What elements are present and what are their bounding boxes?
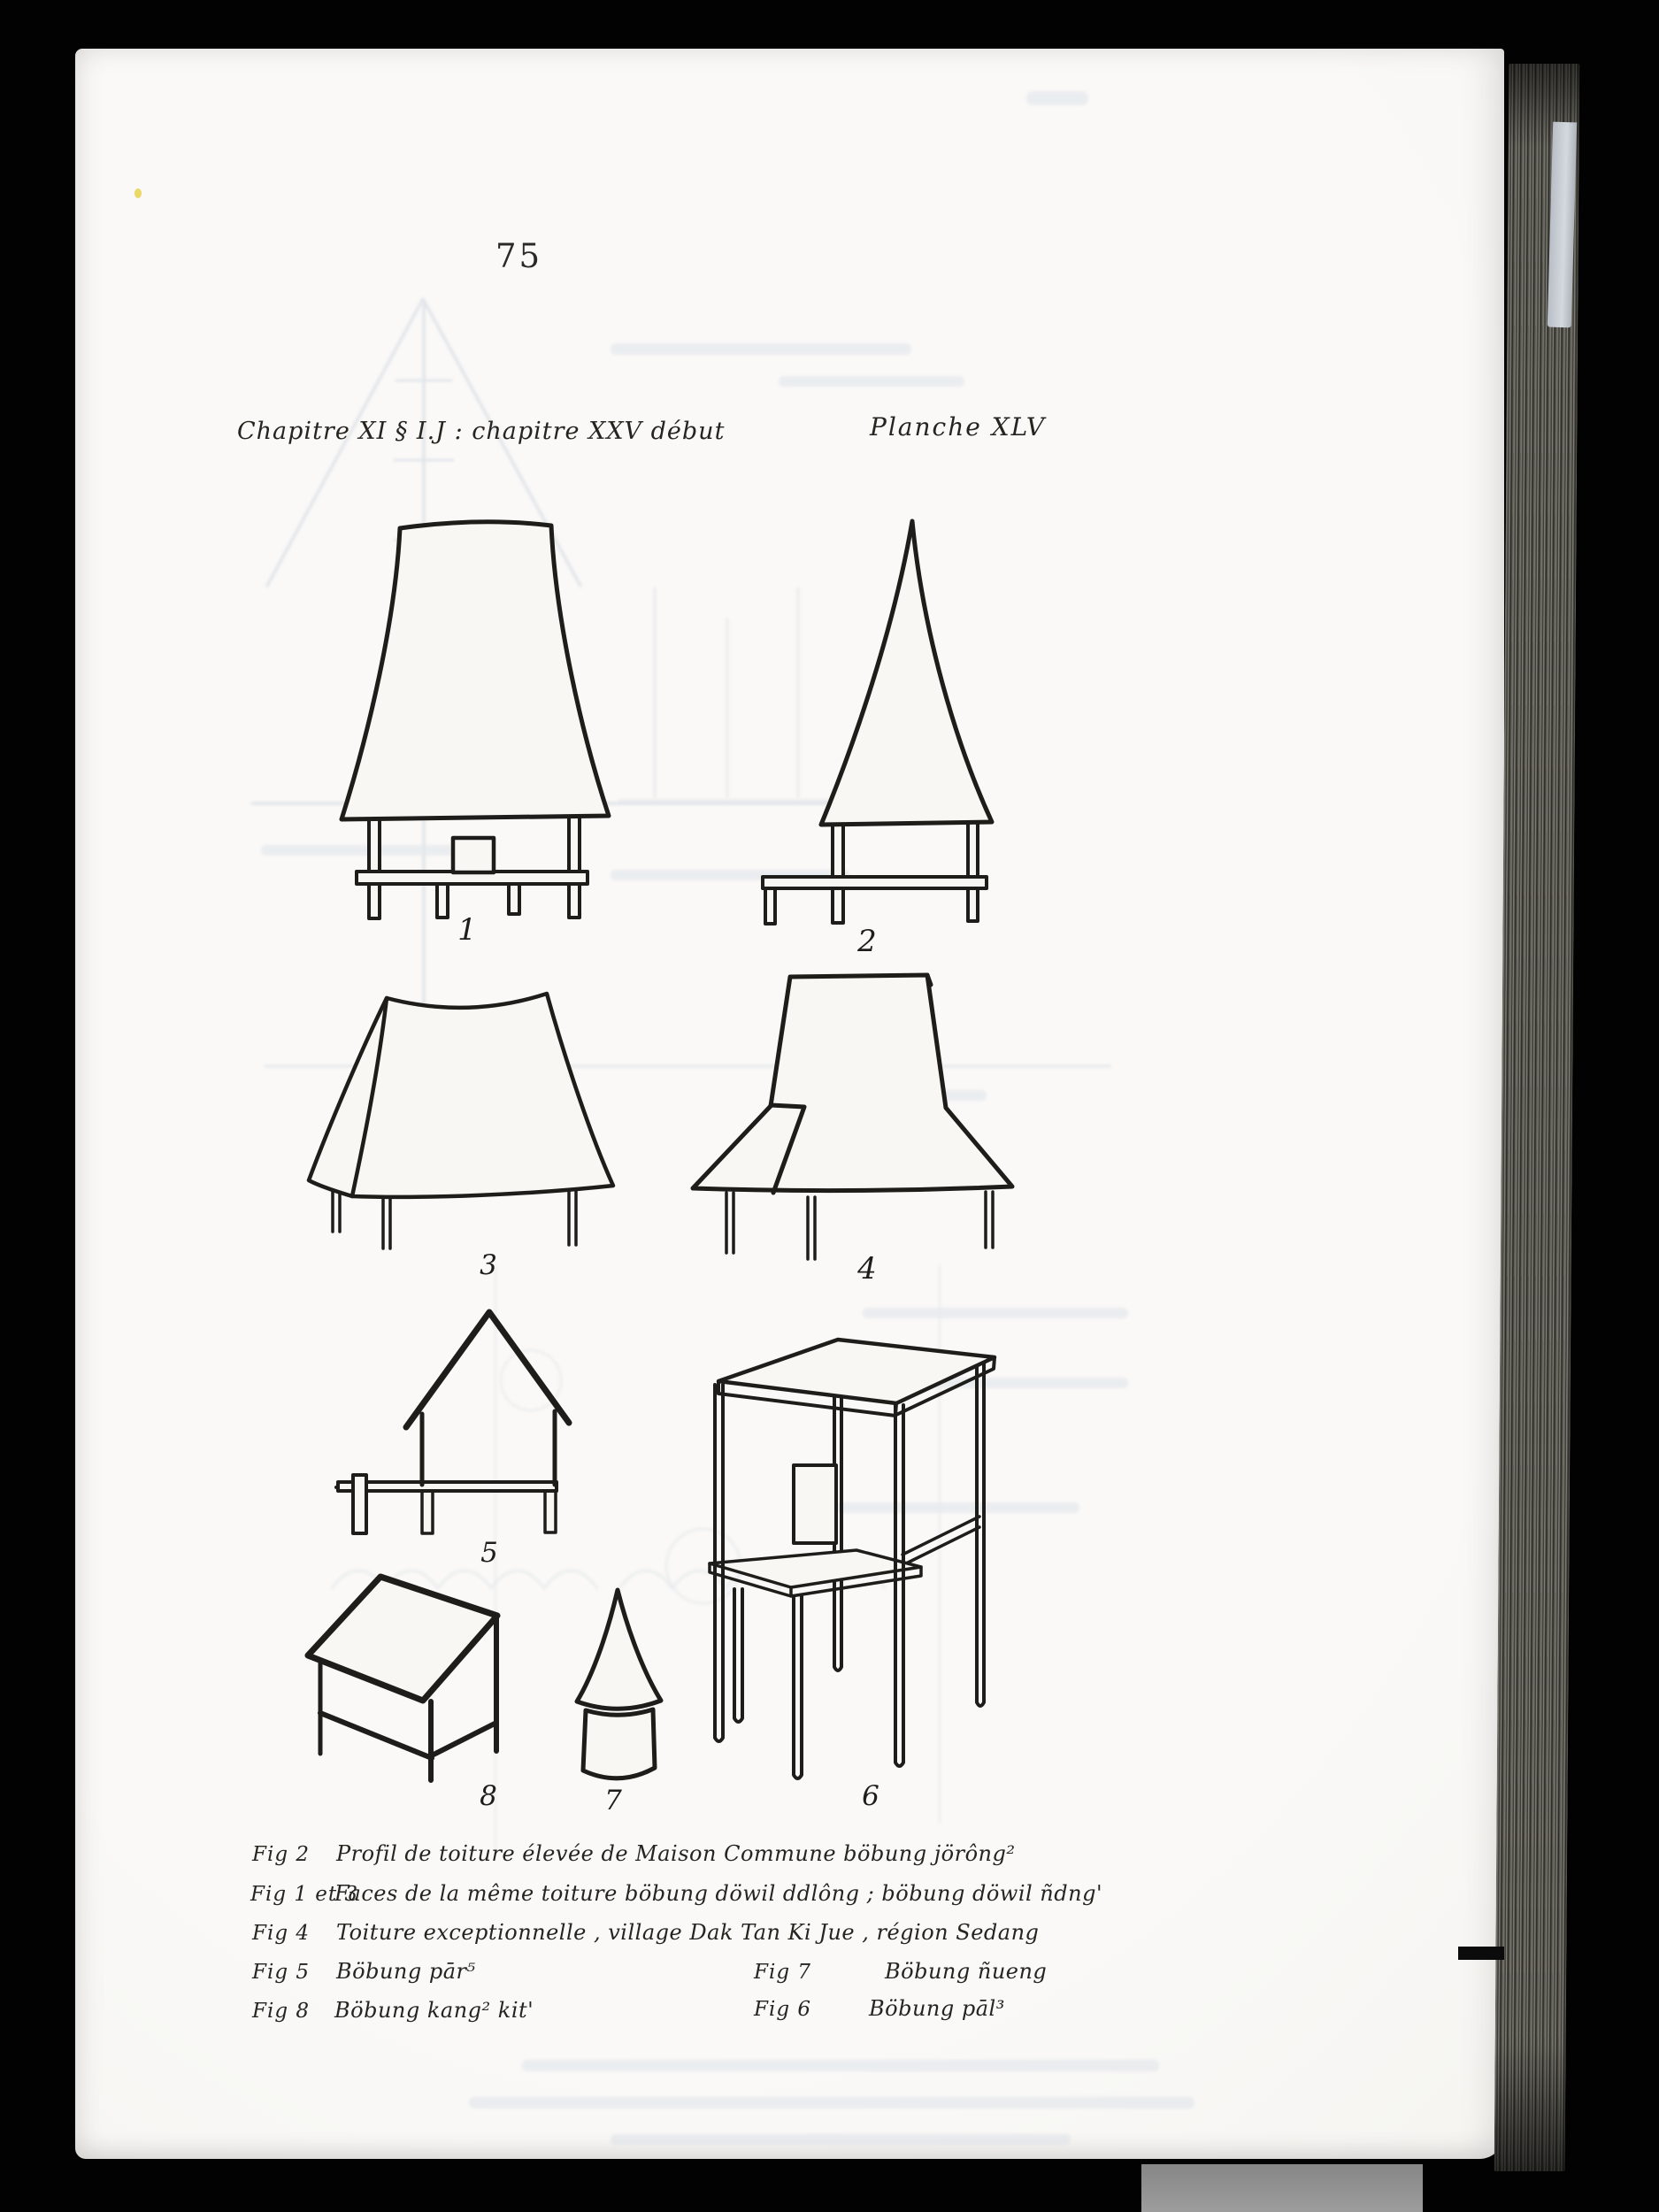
caption-text: Faces de la même toiture böbung döwil ddlông ; böbung döwil ñdng': [334, 1881, 1103, 1906]
caption-fig: Fig 2: [252, 1843, 310, 1866]
figure-4-label: 4: [857, 1251, 877, 1286]
caption-fig: Fig 8: [252, 2000, 310, 2023]
caption-fig: Fig 5: [252, 1961, 310, 1984]
caption-fig: Fig 6: [754, 1998, 811, 2021]
figure-2-label: 2: [857, 924, 877, 959]
header-planche: Planche XLV: [870, 412, 1047, 442]
figure-1-drawing: [342, 522, 609, 948]
caption-text: Böbung ñueng: [885, 1959, 1048, 1984]
figure-3-drawing: [309, 994, 613, 1281]
caption-text: Böbung pāl³: [869, 1996, 1005, 2021]
caption-text: Böbung pār⁵: [336, 1959, 476, 1984]
caption-text: Toiture exceptionnelle , village Dak Tan Ki Jue , région Sedang: [336, 1920, 1040, 1945]
page-number: 75: [495, 237, 543, 275]
book-fore-edge-pages: [1494, 64, 1580, 2171]
ink-tab-mark: [1458, 1947, 1504, 1960]
figure-1-label: 1: [457, 912, 477, 948]
paper-speck: [134, 188, 142, 198]
caption-fig: Fig 7: [754, 1961, 811, 1984]
figure-8-drawing: [308, 1577, 497, 1812]
figure-4-drawing: [693, 975, 1012, 1286]
figure-8-label: 8: [480, 1780, 497, 1812]
figure-6-drawing: [710, 1340, 995, 1812]
figure-3-label: 3: [480, 1249, 497, 1281]
figure-6-label: 6: [862, 1780, 879, 1812]
caption-text: Profil de toiture élevée de Maison Commune böbung jörông²: [336, 1841, 1016, 1866]
caption-fig: Fig 1 et 3: [250, 1883, 359, 1906]
scanner-bottom-strip: [1141, 2164, 1423, 2212]
figure-7-label: 7: [604, 1785, 622, 1816]
caption-fig: Fig 4: [252, 1922, 310, 1945]
caption-text: Böbung kang² kit': [334, 1998, 534, 2023]
header-chapter: Chapitre XI § I.J : chapitre XXV début: [237, 418, 726, 445]
figure-5-label: 5: [480, 1537, 498, 1569]
figure-7-drawing: [577, 1590, 661, 1816]
